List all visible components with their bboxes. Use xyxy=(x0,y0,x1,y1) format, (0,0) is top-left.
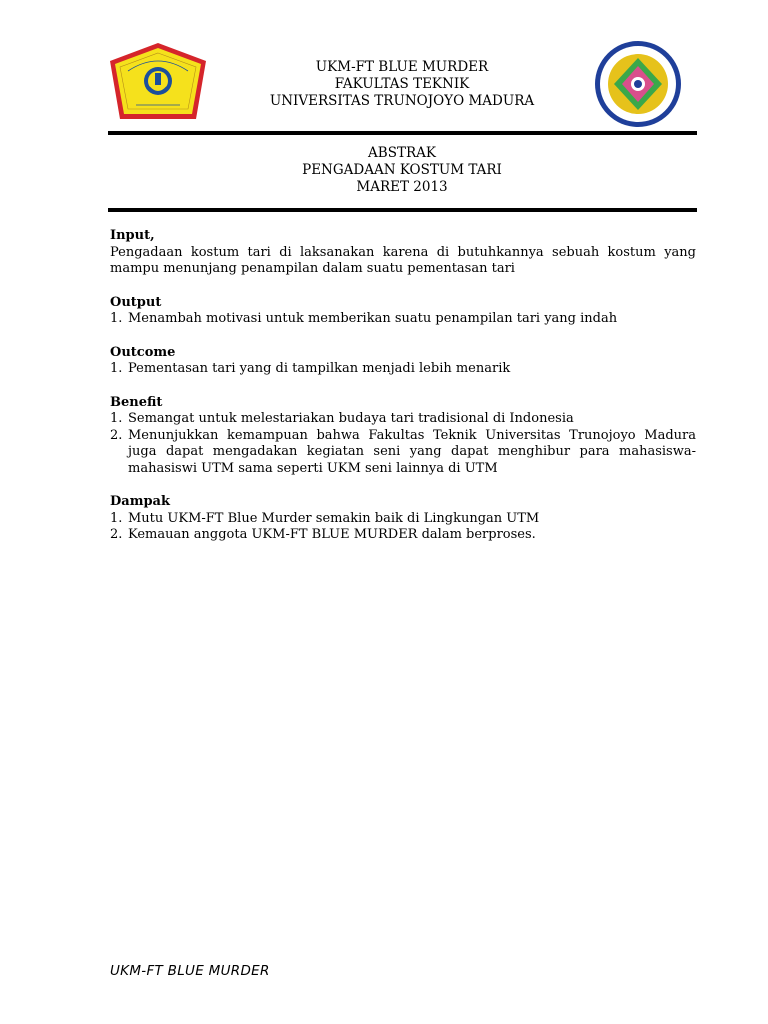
document-title xyxy=(210,145,594,196)
section-input xyxy=(110,228,696,278)
list-item xyxy=(110,511,696,528)
header-divider xyxy=(108,131,697,135)
section-output xyxy=(110,295,696,328)
list-number: 2. xyxy=(110,527,123,542)
section-outcome xyxy=(110,345,696,378)
section-heading: Benefit xyxy=(110,394,163,410)
list-number: 1. xyxy=(110,411,123,426)
list-number: 1. xyxy=(110,311,123,326)
list-text: Semangat untuk melestariakan budaya tari tradisional di Indonesia xyxy=(128,411,574,426)
section-dampak xyxy=(110,494,696,544)
title-date: MARET 2013 xyxy=(356,179,448,195)
faculty-logo xyxy=(108,41,208,121)
list-item xyxy=(110,361,696,378)
list-item xyxy=(110,311,696,328)
list-text: Menambah motivasi untuk memberikan suatu penampilan tari yang indah xyxy=(128,311,618,326)
university-name: UNIVERSITAS TRUNOJOYO MADURA xyxy=(269,93,535,109)
section-paragraph: Pengadaan kostum tari di laksanakan karena di butuhkannya sebuah kostum yang mampu menunjang penampilan dalam suatu pementasan tari xyxy=(110,244,696,276)
title-divider xyxy=(108,208,697,212)
title-subject: PENGADAAN KOSTUM TARI xyxy=(302,162,502,178)
list-text: Pementasan tari yang di tampilkan menjadi lebih menarik xyxy=(128,361,511,376)
faculty-name: FAKULTAS TEKNIK xyxy=(334,76,470,92)
list-number: 2. xyxy=(110,427,123,443)
section-heading: Output xyxy=(110,294,162,310)
list-text: Mutu UKM-FT Blue Murder semakin baik di Lingkungan UTM xyxy=(128,510,540,526)
list-number: 1. xyxy=(110,510,123,526)
ukm-logo xyxy=(594,40,682,128)
list-number: 1. xyxy=(110,361,123,376)
section-benefit xyxy=(110,395,696,478)
document-body xyxy=(110,228,696,561)
page-footer: UKM-FT BLUE MURDER xyxy=(110,963,270,979)
section-heading: Dampak xyxy=(110,494,170,509)
title-abstrak: ABSTRAK xyxy=(368,145,436,161)
list-item xyxy=(110,428,696,478)
list-text: Kemauan anggota UKM-FT BLUE MURDER dalam berproses. xyxy=(128,527,536,542)
letterhead xyxy=(210,59,594,110)
section-heading: Input, xyxy=(110,228,155,243)
list-text: Menunjukkan kemampuan bahwa Fakultas Teknik Universitas Trunojoyo Madura juga dapat mengadakan kegiatan seni yang dapat menghibur para mahasiswa-mahasiswi UTM sama seperti UKM seni lainnya di UTM xyxy=(128,427,696,476)
list-item xyxy=(110,411,696,428)
organization-name: UKM-FT BLUE MURDER xyxy=(315,59,489,75)
section-heading: Outcome xyxy=(110,344,176,360)
list-item xyxy=(110,527,696,544)
